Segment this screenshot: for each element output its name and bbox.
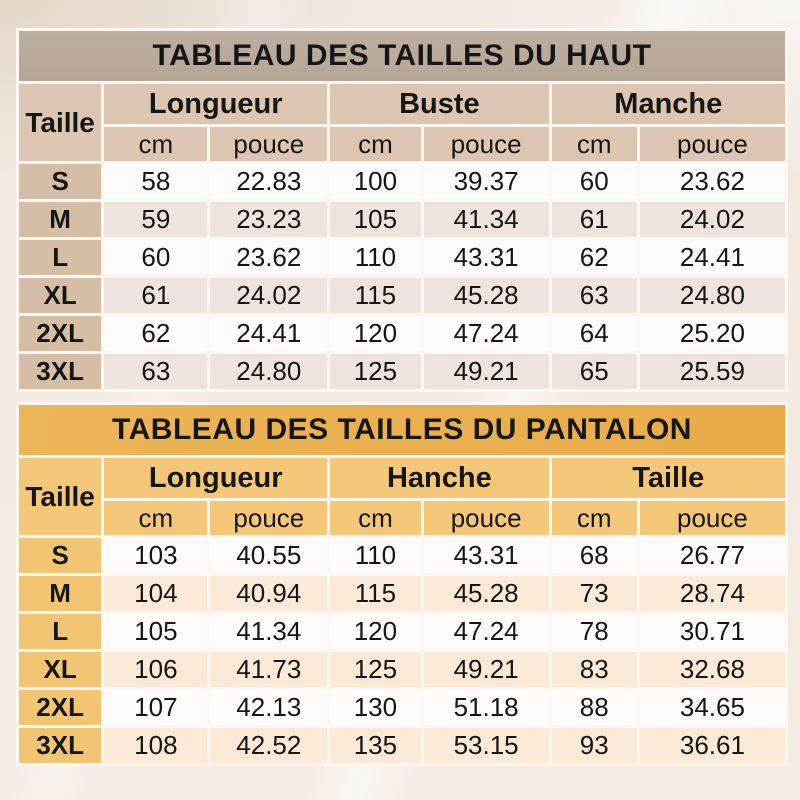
table-row <box>19 354 785 389</box>
unit-header-pouce: pouce <box>640 501 785 535</box>
table-row <box>19 690 785 725</box>
table-cell: 68 <box>552 538 637 573</box>
table-cell: 103 <box>104 538 207 573</box>
unit-header-pouce: pouce <box>640 127 785 161</box>
table-cell: 24.80 <box>210 354 327 389</box>
size-label: M <box>19 576 101 611</box>
table-cell: 63 <box>104 354 207 389</box>
table-row <box>19 728 785 763</box>
table-cell: 40.55 <box>210 538 327 573</box>
table-cell: 61 <box>552 202 637 237</box>
table-cell: 115 <box>330 576 421 611</box>
table-cell: 53.15 <box>424 728 549 763</box>
column-group-manche: Manche <box>552 84 785 124</box>
column-group-header-row <box>19 84 785 124</box>
table-cell: 32.68 <box>640 652 785 687</box>
unit-header-cm: cm <box>330 127 421 161</box>
table-cell: 24.02 <box>210 278 327 313</box>
table-cell: 62 <box>104 316 207 351</box>
size-table-pantalon <box>16 402 788 766</box>
unit-header-cm: cm <box>552 501 637 535</box>
column-group-longueur: Longueur <box>104 458 327 498</box>
table-cell: 42.52 <box>210 728 327 763</box>
pantalon-table-title: TABLEAU DES TAILLES DU PANTALON <box>19 405 785 455</box>
table-cell: 22.83 <box>210 164 327 199</box>
size-label: L <box>19 240 101 275</box>
unit-header-pouce: pouce <box>210 127 327 161</box>
table-cell: 108 <box>104 728 207 763</box>
size-label: 3XL <box>19 728 101 763</box>
size-label: M <box>19 202 101 237</box>
table-cell: 49.21 <box>424 354 549 389</box>
table-cell: 41.34 <box>424 202 549 237</box>
unit-header-cm: cm <box>104 501 207 535</box>
table-cell: 47.24 <box>424 614 549 649</box>
table-cell: 61 <box>104 278 207 313</box>
table-cell: 45.28 <box>424 278 549 313</box>
table-row <box>19 278 785 313</box>
table-cell: 78 <box>552 614 637 649</box>
table-cell: 30.71 <box>640 614 785 649</box>
table-cell: 28.74 <box>640 576 785 611</box>
table-cell: 110 <box>330 240 421 275</box>
table-cell: 83 <box>552 652 637 687</box>
size-table-haut <box>16 28 788 392</box>
table-row <box>19 576 785 611</box>
size-label: L <box>19 614 101 649</box>
size-label: 2XL <box>19 690 101 725</box>
unit-header-cm: cm <box>552 127 637 161</box>
unit-header-row <box>19 501 785 535</box>
table-cell: 34.65 <box>640 690 785 725</box>
table-cell: 39.37 <box>424 164 549 199</box>
size-label: S <box>19 538 101 573</box>
size-label: S <box>19 164 101 199</box>
unit-header-cm: cm <box>330 501 421 535</box>
table-cell: 41.34 <box>210 614 327 649</box>
table-cell: 51.18 <box>424 690 549 725</box>
unit-header-pouce: pouce <box>210 501 327 535</box>
table-cell: 23.23 <box>210 202 327 237</box>
table-cell: 100 <box>330 164 421 199</box>
table-cell: 62 <box>552 240 637 275</box>
size-column-header: Taille <box>19 458 101 535</box>
table-cell: 25.20 <box>640 316 785 351</box>
table-cell: 24.02 <box>640 202 785 237</box>
table-cell: 104 <box>104 576 207 611</box>
size-label: XL <box>19 278 101 313</box>
table-row <box>19 652 785 687</box>
table-cell: 73 <box>552 576 637 611</box>
table-cell: 49.21 <box>424 652 549 687</box>
table-cell: 120 <box>330 614 421 649</box>
table-cell: 59 <box>104 202 207 237</box>
table-cell: 25.59 <box>640 354 785 389</box>
unit-header-cm: cm <box>104 127 207 161</box>
table-cell: 60 <box>104 240 207 275</box>
table-cell: 26.77 <box>640 538 785 573</box>
unit-header-row <box>19 127 785 161</box>
column-group-hanche: Hanche <box>330 458 548 498</box>
table-cell: 106 <box>104 652 207 687</box>
table-cell: 43.31 <box>424 538 549 573</box>
table-cell: 47.24 <box>424 316 549 351</box>
table-cell: 115 <box>330 278 421 313</box>
table-cell: 130 <box>330 690 421 725</box>
table-cell: 135 <box>330 728 421 763</box>
size-column-header: Taille <box>19 84 101 161</box>
table-cell: 60 <box>552 164 637 199</box>
haut-table-title: TABLEAU DES TAILLES DU HAUT <box>19 31 785 81</box>
table-cell: 63 <box>552 278 637 313</box>
table-row <box>19 538 785 573</box>
table-cell: 40.94 <box>210 576 327 611</box>
table-row <box>19 240 785 275</box>
table-title-row <box>19 405 785 455</box>
column-group-longueur: Longueur <box>104 84 327 124</box>
unit-header-pouce: pouce <box>424 501 549 535</box>
table-cell: 43.31 <box>424 240 549 275</box>
table-row <box>19 164 785 199</box>
table-row <box>19 316 785 351</box>
table-cell: 24.80 <box>640 278 785 313</box>
size-label: XL <box>19 652 101 687</box>
table-cell: 105 <box>104 614 207 649</box>
table-cell: 125 <box>330 354 421 389</box>
table-title-row <box>19 31 785 81</box>
table-cell: 23.62 <box>210 240 327 275</box>
table-cell: 88 <box>552 690 637 725</box>
column-group-taille: Taille <box>552 458 785 498</box>
table-cell: 23.62 <box>640 164 785 199</box>
table-cell: 24.41 <box>640 240 785 275</box>
table-cell: 41.73 <box>210 652 327 687</box>
column-group-header-row <box>19 458 785 498</box>
table-cell: 65 <box>552 354 637 389</box>
table-row <box>19 202 785 237</box>
table-cell: 93 <box>552 728 637 763</box>
table-cell: 42.13 <box>210 690 327 725</box>
table-cell: 24.41 <box>210 316 327 351</box>
unit-header-pouce: pouce <box>424 127 549 161</box>
table-cell: 110 <box>330 538 421 573</box>
table-cell: 36.61 <box>640 728 785 763</box>
table-cell: 58 <box>104 164 207 199</box>
table-cell: 120 <box>330 316 421 351</box>
table-cell: 45.28 <box>424 576 549 611</box>
column-group-buste: Buste <box>330 84 548 124</box>
table-cell: 107 <box>104 690 207 725</box>
table-cell: 125 <box>330 652 421 687</box>
table-cell: 105 <box>330 202 421 237</box>
size-label: 2XL <box>19 316 101 351</box>
table-row <box>19 614 785 649</box>
table-cell: 64 <box>552 316 637 351</box>
size-label: 3XL <box>19 354 101 389</box>
